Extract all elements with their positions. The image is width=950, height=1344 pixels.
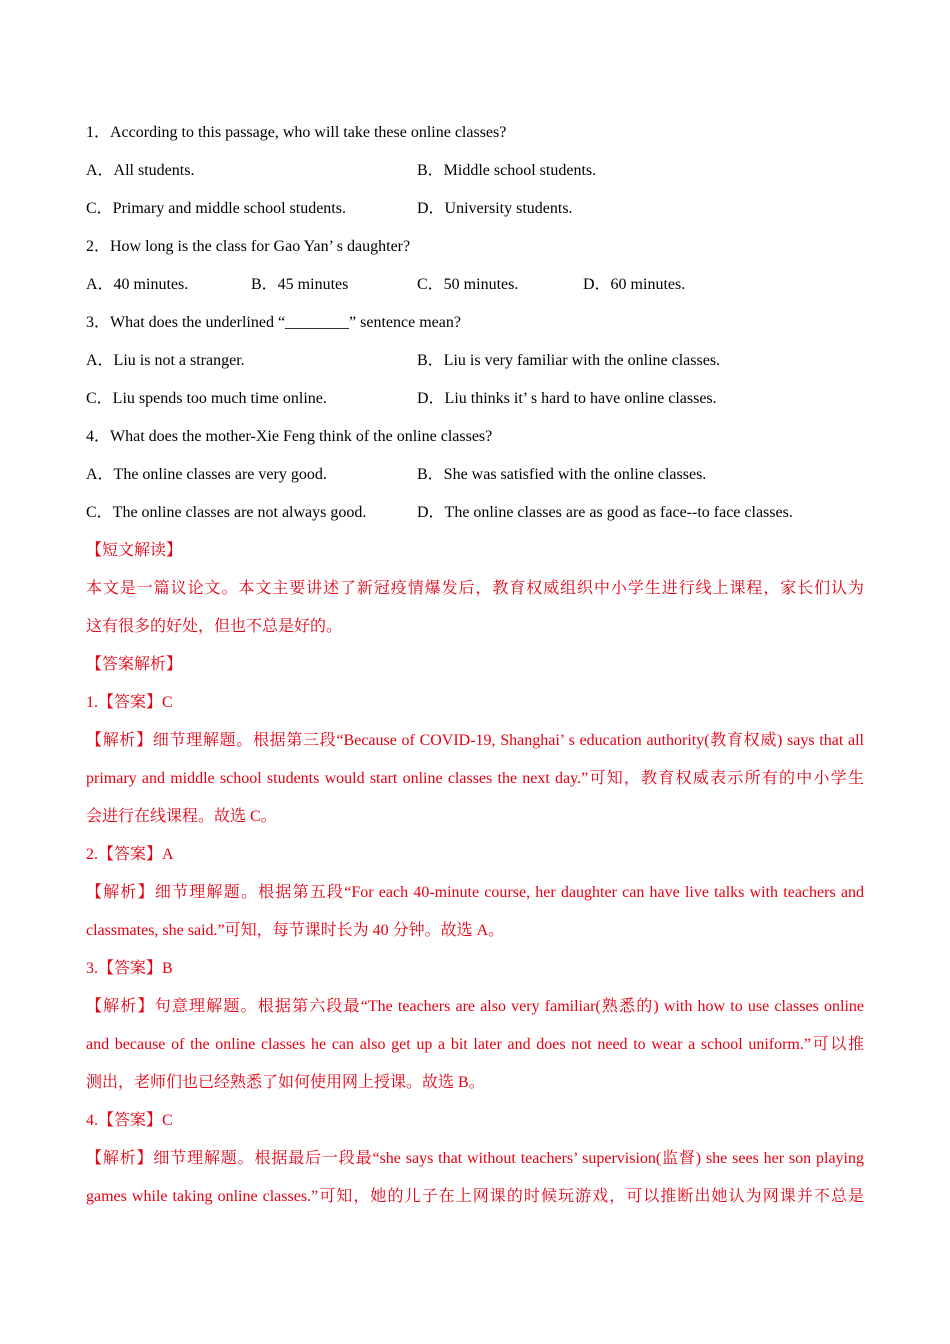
explanation-line: primary and middle school students would start online classes the next day.”可知，教育权威表示所有的中小学生 (86, 770, 864, 787)
answer-4: 4.【答案】C (86, 1112, 173, 1129)
question-2-option-b: B．45 minutes (251, 276, 349, 293)
question-1-option-b: B．Middle school students. (417, 162, 597, 179)
explanation-line: 【解析】细节理解题。根据最后一段最“she says that without teachers’ supervision(监督) she sees her son playing (86, 1150, 864, 1167)
explanation-line: classmates, she said.”可知，每节课时长为 40 分钟。故选 A。 (86, 922, 505, 939)
explanation-line: 【解析】句意理解题。根据第六段最“The teachers are also very familiar(熟悉的) with how to use classes online (86, 998, 864, 1015)
explanation-line: 测出，老师们也已经熟悉了如何使用网上授课。故选 B。 (86, 1074, 485, 1091)
question-3-option-d: D．Liu thinks it’ s hard to have online classes. (417, 390, 717, 407)
question-4-option-d: D．The online classes are as good as face--to face classes. (417, 504, 793, 521)
question-3-stem: 3．What does the underlined “________” sentence mean? (86, 314, 461, 331)
question-3-option-a: A．Liu is not a stranger. (86, 352, 245, 369)
summary-heading: 【短文解读】 (86, 542, 183, 559)
explanation-line: 会进行在线课程。故选 C。 (86, 808, 277, 825)
analysis-heading: 【答案解析】 (86, 656, 183, 673)
question-1-option-d: D．University students. (417, 200, 573, 217)
explanation-line: and because of the online classes he can also get up a bit later and does not need to wear a school uniform.”可以推 (86, 1036, 864, 1053)
explanation-line: 【解析】细节理解题。根据第五段“For each 40-minute course, her daughter can have live talks with teachers and (86, 884, 864, 901)
question-4-option-b: B．She was satisfied with the online classes. (417, 466, 707, 483)
question-4-option-a: A．The online classes are very good. (86, 466, 327, 483)
question-1-stem: 1．According to this passage, who will take these online classes? (86, 124, 507, 141)
explanation-line: 【解析】细节理解题。根据第三段“Because of COVID-19, Shanghai’ s education authority(教育权威) says that all (86, 732, 864, 749)
explanation-line: games while taking online classes.”可知，她的儿子在上网课的时候玩游戏，可以推断出她认为网课并不总是 (86, 1188, 864, 1205)
question-2-option-d: D．60 minutes. (583, 276, 686, 293)
summary-line: 本文是一篇议论文。本文主要讲述了新冠疫情爆发后，教育权威组织中小学生进行线上课程，家长们认为 (86, 580, 864, 597)
question-2-option-a: A．40 minutes. (86, 276, 189, 293)
question-3-option-c: C．Liu spends too much time online. (86, 390, 327, 407)
question-1-option-a: A．All students. (86, 162, 195, 179)
question-2-option-c: C．50 minutes. (417, 276, 519, 293)
question-4-option-c: C．The online classes are not always good. (86, 504, 367, 521)
answer-2: 2.【答案】A (86, 846, 174, 863)
summary-line: 这有很多的好处，但也不总是好的。 (86, 618, 343, 635)
question-3-option-b: B．Liu is very familiar with the online classes. (417, 352, 721, 369)
question-2-stem: 2．How long is the class for Gao Yan’ s daughter? (86, 238, 411, 255)
question-1-option-c: C．Primary and middle school students. (86, 200, 346, 217)
answer-1: 1.【答案】C (86, 694, 173, 711)
question-4-stem: 4．What does the mother-Xie Feng think of the online classes? (86, 428, 493, 445)
answer-3: 3.【答案】B (86, 960, 173, 977)
